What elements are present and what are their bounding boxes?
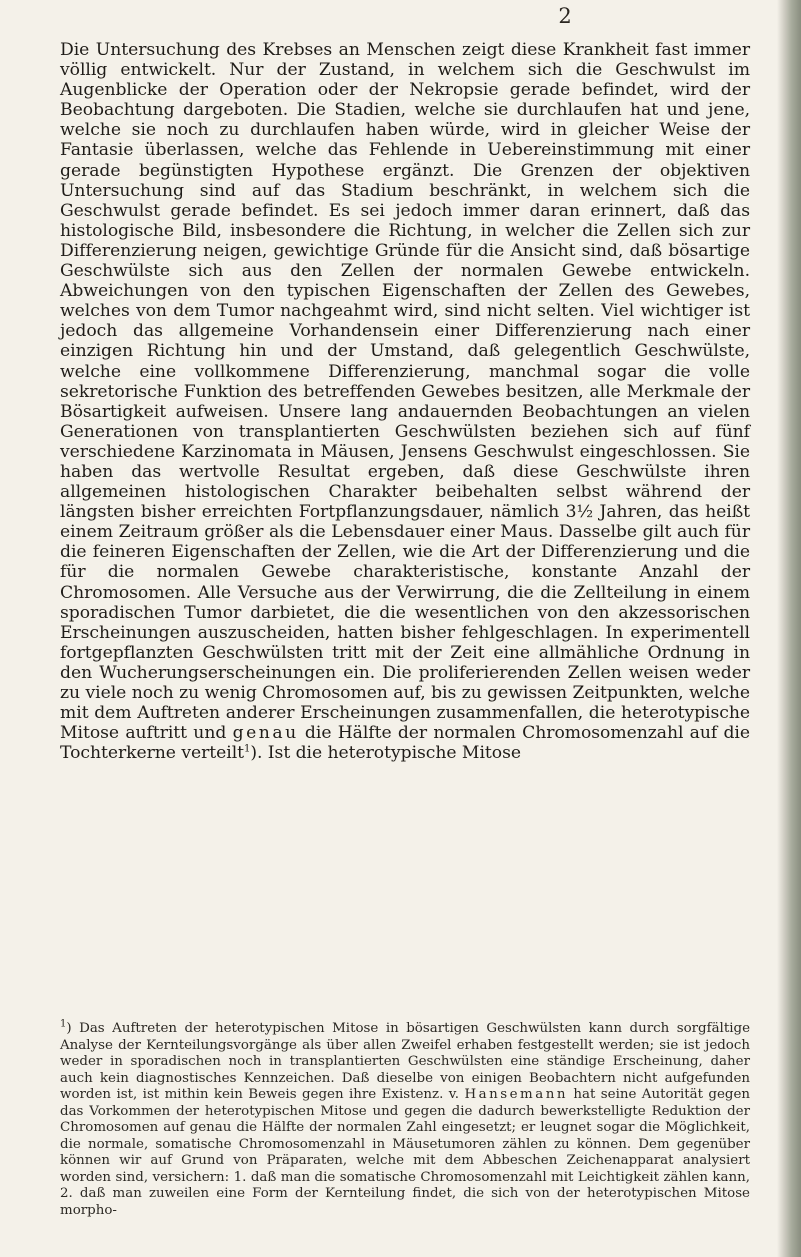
- emphasized-word: genau: [232, 723, 299, 744]
- footnote-reference: 1: [244, 743, 251, 755]
- footnote-text: ) Das Auftreten der heterotypischen Mitose in bösartigen Geschwülsten kann durch sorgfältige Analyse der Kernteilungsvorgänge als über allen Zweifel erhaben festgestellt werden; sie ist jedoch weder in sporadischen noch in transplantierten Geschwülsten eine ständige Erscheinung, daher auch kein diagnostisches Kennzeichen. Daß dieselbe von einigen Beobachtern nicht aufgefunden worden ist, ist mithin kein Beweis gegen ihre Existenz. v.: [60, 1021, 750, 1102]
- footnote-author: Hansemann: [464, 1087, 568, 1102]
- page-number: 2: [558, 4, 572, 28]
- main-text: Die Untersuchung des Krebses an Menschen zeigt diese Krankheit fast immer völlig entwickelt. Nur der Zustand, in welchem sich die Geschwulst im Augenblicke der Operation oder der Nekropsie gerade befindet, wird der Beobachtung dargeboten. Die Stadien, welche sie durchlaufen hat und jene, welche sie noch zu durchlaufen haben würde, wird in gleicher Weise der Fantasie überlassen, welche das Fehlende in Uebereinstimmung mit einer gerade begünstigten Hypothese ergänzt. Die Grenzen der objektiven Untersuchung sind auf das Stadium beschränkt, in welchem sich die Geschwulst gerade befindet. Es sei jedoch immer daran erinnert, daß das histologische Bild, insbesondere die Richtung, in welcher die Zellen sich zur Differenzierung neigen, gewichtige Gründe für die Ansicht sind, daß bösartige Geschwülste sich aus den Zellen der normalen Gewebe entwickeln. Abweichungen von den typischen Eigenschaften der Zellen des Gewebes, welches von dem Tumor nachgeahmt wird, sind nicht selten. Viel wichtiger ist jedoch das allgemeine Vorhandensein einer Differenzierung nach einer einzigen Richtung hin und der Umstand, daß gelegentlich Geschwülste, welche eine vollkommene Differenzierung, manchmal sogar die volle sekretorische Funktion des betreffenden Gewebes besitzen, alle Merkmale der Bösartigkeit aufweisen. Unsere lang andauernden Beobachtungen an vielen Generationen von transplantierten Geschwülsten beziehen sich auf fünf verschiedene Karzinomata in Mäusen, Jensens Geschwulst eingeschlossen. Sie haben das wertvolle Resultat ergeben, daß diese Geschwülste ihren allgemeinen histologischen Charakter beibehalten selbst während der längsten bisher erreichten Fortpflanzungsdauer, nämlich 3½ Jahren, das heißt einem Zeitraum größer als die Lebensdauer einer Maus. Dasselbe gilt auch für die feineren Eigenschaften der Zellen, wie die Art der Differenzierung und die für die normalen Gewebe charakteristische, konstante Anzahl der Chromosomen. Alle Versuche aus der Verwirrung, die die Zellteilung in einem sporadischen Tumor darbietet, die die wesentlichen von den akzessorischen Erscheinungen auszuscheiden, hatten bisher fehlgeschlagen. In experimentell fortgepflanzten Geschwülsten tritt mit der Zeit eine allmähliche Ordnung in den Wucherungserscheinungen ein. Die proliferierenden Zellen weisen weder zu viele noch zu wenig Chromosomen auf, bis zu gewissen Zeitpunkten, welche mit dem Auftreten anderer Erscheinungen zusammenfallen, die heterotypische Mitose auftritt und: [60, 40, 750, 744]
- footnote-marker: 1: [60, 1018, 67, 1030]
- main-text-continued: die Hälfte der normalen Chromosomenzahl auf die Tochterkerne verteilt: [60, 723, 751, 764]
- footnote-text-end: hat seine Autorität gegen das Vorkommen der heterotypischen Mitose und gegen die dadurch bewerkstelligte Reduktion der Chromosomen auf genau die Hälfte der normalen Zahl eingesetzt; er leugnet sogar die Möglichkeit, die normale, somatische Chromosomenzahl in Mäusetumoren zählen zu können. Dem gegenüber können wir auf Grund von Präparaten, welche mit dem Abbeschen Zeichenapparat analysiert worden sind, versichern: 1. daß man die somatische Chromosomenzahl mit Leichtigkeit zählen kann, 2. daß man zuweilen eine Form der Kernteilung findet, die sich von der heterotypischen Mitose morpho-: [60, 1087, 751, 1218]
- scan-edge-shadow: [777, 0, 801, 1257]
- footnote: [60, 1018, 751, 1219]
- main-text-end: ). Ist die heterotypische Mitose: [250, 743, 521, 764]
- main-paragraph: [60, 40, 750, 763]
